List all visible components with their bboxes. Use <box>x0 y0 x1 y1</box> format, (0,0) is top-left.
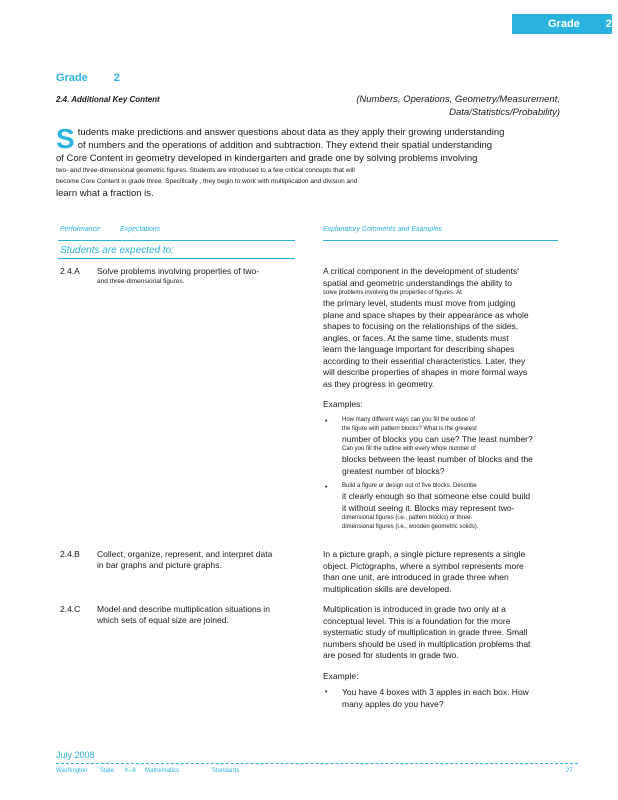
strands-line-1: (Numbers, Operations, Geometry/Measurement, <box>356 94 560 105</box>
row-code-2-4-a: 2.4.A <box>60 266 80 276</box>
comment-line-4: the primary level, students must move from judging <box>323 298 516 308</box>
comment-line-9: according to their essential characteristics. Later, they <box>323 355 526 366</box>
example-1-line-4: Can you fill the outline with every whole number of <box>342 446 476 452</box>
row-expectation-2-4-b <box>97 549 297 571</box>
expectation-line-1: Collect, organize, represent, and interpret data <box>97 549 273 559</box>
footer-grades: K–8 <box>125 768 136 774</box>
row-comments-2-4-c <box>323 604 563 715</box>
grade-label: Grade <box>56 72 88 84</box>
example-1-line-2: the figure with pattern blocks? What is the greatest <box>342 425 477 432</box>
intro-line-6: learn what a fraction is. <box>56 188 154 199</box>
section-title: 2.4. Additional Key Content <box>56 95 160 104</box>
comment-line-1: A critical component in the development of students' <box>323 266 519 276</box>
grade-banner <box>512 14 612 34</box>
footer-document-title <box>56 768 239 774</box>
intro-line-2: of numbers and the operations of addition and subtraction. They extend their spatial understanding <box>77 140 493 151</box>
list-item <box>323 687 563 710</box>
intro-line-4: two- and three-dimensional geometric figures. Students are introduced to a few critical concepts that will <box>56 167 355 174</box>
header-comments: Explanatory Comments and Examples <box>323 226 443 233</box>
comment-line-2: object. Pictographs, where a symbol represents more <box>323 560 524 571</box>
example-2-line-3: it without seeing it. Blocks may represent two- <box>342 502 515 513</box>
example-line-1: • You have 4 boxes with 3 apples in each box. How <box>342 687 529 697</box>
footer-state-1: Washington <box>56 768 88 774</box>
banner-grade-number: 2 <box>605 18 612 30</box>
expectation-line-1: Solve problems involving properties of two- <box>97 266 260 276</box>
comment-line-4: numbers should be used in multiplication problems that <box>323 638 531 649</box>
comment-line-5: are posed for students in grade two. <box>323 650 459 660</box>
intro-line-3: of Core Content in geometry developed in kindergarten and grade one by solving problems involving <box>56 153 478 164</box>
example-2-line-4: dimensional figures (i.e., pattern blocks) or three- <box>342 515 473 521</box>
footer-date: July 2008 <box>56 750 95 760</box>
comment-line-2: conceptual level. This is a foundation for the more <box>323 615 511 626</box>
comment-line-1: In a picture graph, a single picture represents a single <box>323 549 526 559</box>
expectation-line-2: in bar graphs and picture graphs. <box>97 560 222 570</box>
example-1-line-1: • How many different ways can you fill the outline of <box>342 416 475 423</box>
example-line-2: many apples do you have? <box>342 698 444 709</box>
strands-line-2: Data/Statistics/Probability) <box>449 107 560 118</box>
row-expectation-2-4-c <box>97 604 297 626</box>
intro-paragraph <box>56 123 576 200</box>
expectation-line-2: and three-dimensional figures. <box>97 278 185 285</box>
comment-line-3: than one unit, are introduced in grade three when <box>323 572 509 582</box>
row-comments-2-4-b <box>323 549 563 595</box>
example-2-line-2: it clearly enough so that someone else could build <box>342 491 531 501</box>
example-label: Example: <box>323 670 359 681</box>
header-rule-left <box>58 240 295 241</box>
banner-grade-label: Grade <box>548 18 580 30</box>
expected-rule <box>58 258 295 259</box>
page-grade-title <box>56 72 120 84</box>
example-1-line-6: greatest number of blocks? <box>342 465 445 476</box>
intro-line-1: tudents make predictions and answer questions about data as they apply their growing understanding <box>77 127 505 138</box>
comment-line-8: learn the language important for describing shapes <box>323 344 515 354</box>
strands-heading <box>290 93 560 119</box>
expectation-line-2: which sets of equal size are joined. <box>97 615 229 625</box>
comment-line-11: as they progress in geometry. <box>323 378 435 389</box>
footer-rule <box>56 763 578 765</box>
intro-line-5: become Core Content in grade three. Specifically , they begin to work with multiplication and division and <box>56 178 358 185</box>
example-1-line-3: number of blocks you can use? The least number? <box>342 433 533 444</box>
example-2-line-1: • Build a figure or design out of five blocks. Describe <box>342 483 477 489</box>
page-number: 27 <box>566 768 573 774</box>
comment-line-7: angles, or faces. At the same time, students must <box>323 332 509 343</box>
comment-line-3: systematic study of multiplication in grade three. Small <box>323 627 528 637</box>
students-expected-label: Students are expected to: <box>60 245 174 256</box>
row-code-2-4-c: 2.4.C <box>60 604 81 614</box>
footer-state-2: State <box>100 768 115 774</box>
row-code-2-4-b: 2.4.B <box>60 549 80 559</box>
list-item <box>323 482 563 532</box>
header-performance-expectations <box>60 226 160 233</box>
example-1-line-5: blocks between the least number of blocks and the <box>342 454 533 464</box>
grade-number: 2 <box>113 72 120 84</box>
comment-line-2: spatial and geometric understandings the ability to <box>323 277 513 288</box>
comment-line-5: plane and space shapes by their appearance as whole <box>323 309 529 320</box>
drop-cap: S <box>56 123 75 154</box>
examples-list <box>323 416 563 533</box>
footer-doc: Standards <box>212 768 240 774</box>
footer-subject: Mathematics <box>145 768 180 774</box>
examples-list <box>323 687 563 710</box>
row-expectation-2-4-a <box>97 266 297 287</box>
header-rule-right <box>323 240 558 241</box>
comment-line-10: will describe properties of shapes in more formal ways <box>323 367 528 377</box>
header-performance: Performance <box>60 226 101 233</box>
list-item <box>323 416 563 478</box>
examples-label: Examples: <box>323 399 363 409</box>
comment-line-1: Multiplication is introduced in grade two only at a <box>323 604 506 614</box>
header-expectations: Expectations <box>120 226 161 233</box>
expectation-line-1: Model and describe multiplication situations in <box>97 604 270 614</box>
example-2-line-5: dimensional figures (i.e., wooden geometric solids). <box>342 524 479 530</box>
comment-line-6: shapes to focusing on the relationships of the sides, <box>323 321 519 331</box>
comment-line-3: solve problems involving the properties of figures. At <box>323 290 462 296</box>
row-comments-2-4-a <box>323 266 563 537</box>
comment-line-4: multiplication skills are developed. <box>323 583 452 594</box>
